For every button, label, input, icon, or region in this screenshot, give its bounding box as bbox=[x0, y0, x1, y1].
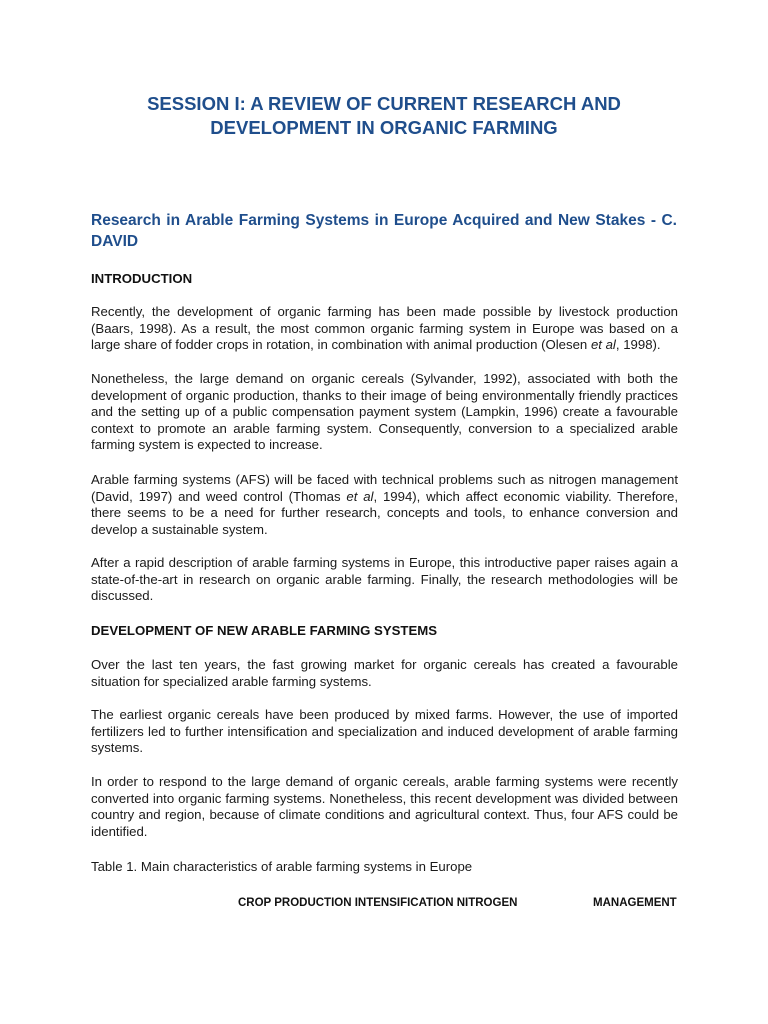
session-title-line2: DEVELOPMENT IN ORGANIC FARMING bbox=[210, 117, 558, 138]
session-title bbox=[90, 92, 678, 140]
paper-title: Research in Arable Farming Systems in Europe Acquired and New Stakes - C. DAVID bbox=[91, 212, 677, 250]
table-header-row bbox=[238, 896, 677, 911]
table-header-left: CROP PRODUCTION INTENSIFICATION NITROGEN bbox=[238, 897, 518, 909]
development-heading: DEVELOPMENT OF NEW ARABLE FARMING SYSTEMS bbox=[91, 623, 438, 638]
introduction-paragraph-3: Arable farming systems (AFS) will be faced with technical problems such as nitrogen management (David, 1997) and weed control (Thomas et al, 1994), which affect economic viability. Therefore, there seems to be a need for further research, concepts and tools, to enhance conversion and develop a sustainable system. bbox=[91, 472, 679, 537]
et-al-italic: et al bbox=[590, 337, 616, 353]
session-title-line1: SESSION I: A REVIEW OF CURRENT RESEARCH AND bbox=[147, 93, 621, 114]
development-paragraph-3: In order to respond to the large demand of organic cereals, arable farming systems were recently converted into organic farming systems. Nonetheless, this recent development was divided between country and region, because of climate conditions and agricultural context. Thus, four AFS could be identified. bbox=[91, 774, 678, 839]
introduction-paragraph-2: Nonetheless, the large demand on organic cereals (Sylvander, 1992), associated with both the development of organic production, thanks to their image of being environmentally friendly practices and the setting up of a public compensation payment system (Lampkin, 1996) create a favourable context to promote an arable farming system. Consequently, conversion to a specialized arable farming system is expected to increase. bbox=[91, 371, 678, 453]
introduction-paragraph-4: After a rapid description of arable farming systems in Europe, this introductive paper raises again a state-of-the-art in research on organic arable farming. Finally, the research methodologies will be discussed. bbox=[91, 555, 678, 604]
introduction-paragraph-1: Recently, the development of organic farming has been made possible by livestock production (Baars, 1998). As a result, the most common organic farming system in Europe was based on a large share of fodder crops in rotation, in combination with animal production (Olesen et al, 1998). bbox=[91, 304, 678, 353]
table-caption: Table 1. Main characteristics of arable farming systems in Europe bbox=[91, 859, 473, 874]
et-al-italic: et al bbox=[346, 488, 374, 504]
development-paragraph-1: Over the last ten years, the fast growing market for organic cereals has created a favourable situation for specialized arable farming systems. bbox=[91, 657, 678, 689]
table-header-management: MANAGEMENT bbox=[593, 897, 677, 909]
development-paragraph-2: The earliest organic cereals have been produced by mixed farms. However, the use of imported fertilizers led to further intensification and specialization and induced development of arable farming systems. bbox=[91, 707, 678, 756]
introduction-heading: INTRODUCTION bbox=[91, 271, 193, 286]
